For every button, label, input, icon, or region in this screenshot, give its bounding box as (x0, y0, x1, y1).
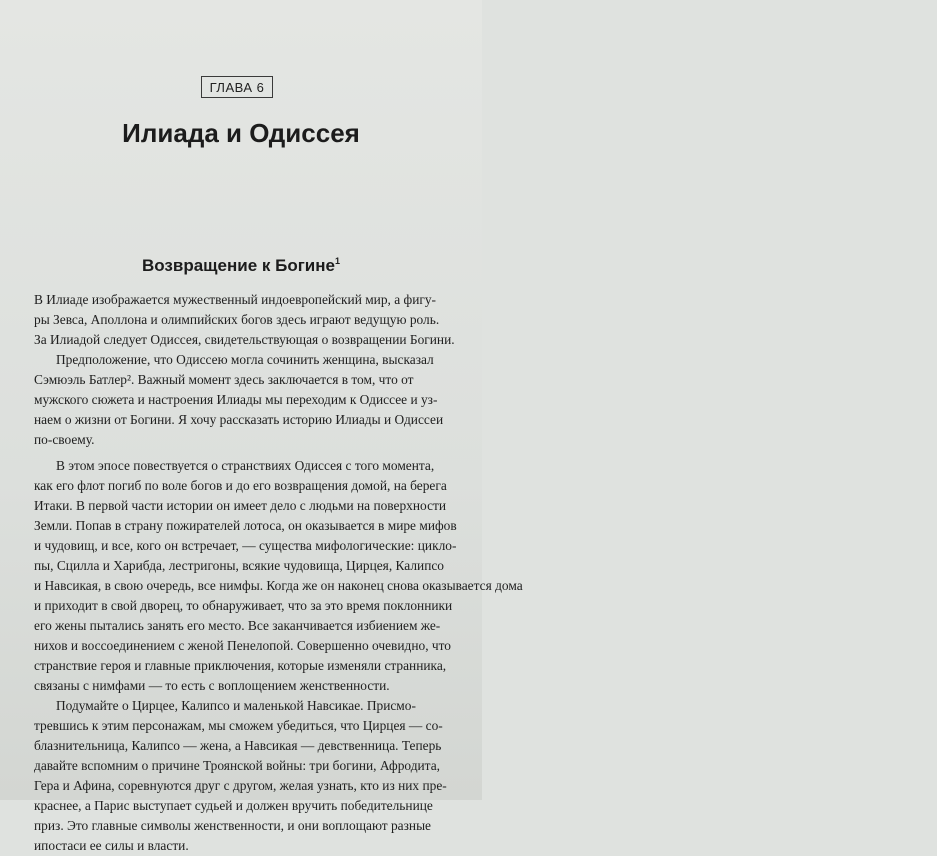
text-line: За Илиадой следует Одиссея, свидетельствующая о возвращении Богини. (34, 332, 455, 347)
chapter-title: Илиада и Одиссея (122, 118, 360, 148)
section-title: Возвращение к Богине (142, 256, 335, 275)
text-line: ипостаси ее силы и власти. (34, 838, 189, 853)
text-line: Гера и Афина, соревнуются друг с другом, желая узнать, кто из них пре- (34, 778, 447, 793)
text-line: пы, Сцилла и Харибда, лестригоны, всякие чудовища, Цирцея, Калипсо (34, 558, 444, 573)
text-line: Итаки. В первой части истории он имеет дело с людьми на поверхности (34, 498, 447, 513)
text-line: по-своему. (34, 432, 95, 447)
text-line: Сэмюэль Батлер². Важный момент здесь заключается в том, что от (34, 372, 414, 387)
paragraph-2 (34, 350, 448, 450)
text-line: мужского сюжета и настроения Илиады мы переходим к Одиссее и уз- (34, 392, 438, 407)
text-line: краснее, а Парис выступает судьей и должен вручить победительнице (34, 798, 433, 813)
text-line: Предположение, что Одиссею могла сочинить женщина, высказал (56, 352, 434, 367)
text-line: странствие героя и главные приключения, которые изменяли странника, (34, 658, 447, 673)
paragraph-4 (34, 696, 448, 856)
text-line: давайте вспомним о причине Троянской войны: три богини, Афродита, (34, 758, 440, 773)
text-line: блазнительница, Калипсо — жена, а Навсикая — девственница. Теперь (34, 738, 442, 753)
section-heading (0, 256, 482, 276)
text-line: В Илиаде изображается мужественный индоевропейский мир, а фигу- (34, 292, 437, 307)
paragraph-3 (34, 456, 523, 696)
text-line: Подумайте о Цирцее, Калипсо и маленькой Навсикае. Присмо- (56, 698, 416, 713)
text-line: нихов и воссоединением с женой Пенелопой. Совершенно очевидно, что (34, 638, 451, 653)
paragraph-1 (34, 290, 455, 350)
text-line: тревшись к этим персонажам, мы сможем убедиться, что Цирцея — со- (34, 718, 443, 733)
text-line: и Навсикая, в свою очередь, все нимфы. Когда же он наконец снова оказывается дома (34, 578, 523, 593)
text-line: ры Зевса, Аполлона и олимпийских богов здесь играют ведущую роль. (34, 312, 440, 327)
text-line: и чудовищ, и все, кого он встречает, — существа мифологические: цикло- (34, 538, 457, 553)
body-text (34, 290, 523, 856)
text-line: и приходит в свой дворец, то обнаруживает, что за это время поклонники (34, 598, 453, 613)
text-line: В этом эпосе повествуется о странствиях Одиссея с того момента, (56, 458, 435, 473)
footnote-marker: 1 (334, 256, 340, 266)
chapter-label: ГЛАВА 6 (201, 76, 273, 98)
text-line: его жены пытались занять его место. Все заканчивается избиением же- (34, 618, 441, 633)
text-line: наем о жизни от Богини. Я хочу рассказать историю Илиады и Одиссеи (34, 412, 444, 427)
text-line: Земли. Попав в страну пожирателей лотоса, он оказывается в мире мифов (34, 518, 457, 533)
text-line: как его флот погиб по воле богов и до его возвращения домой, на берега (34, 478, 447, 493)
text-line: связаны с нимфами — то есть с воплощением женственности. (34, 678, 390, 693)
text-line: приз. Это главные символы женственности, и они воплощают разные (34, 818, 432, 833)
